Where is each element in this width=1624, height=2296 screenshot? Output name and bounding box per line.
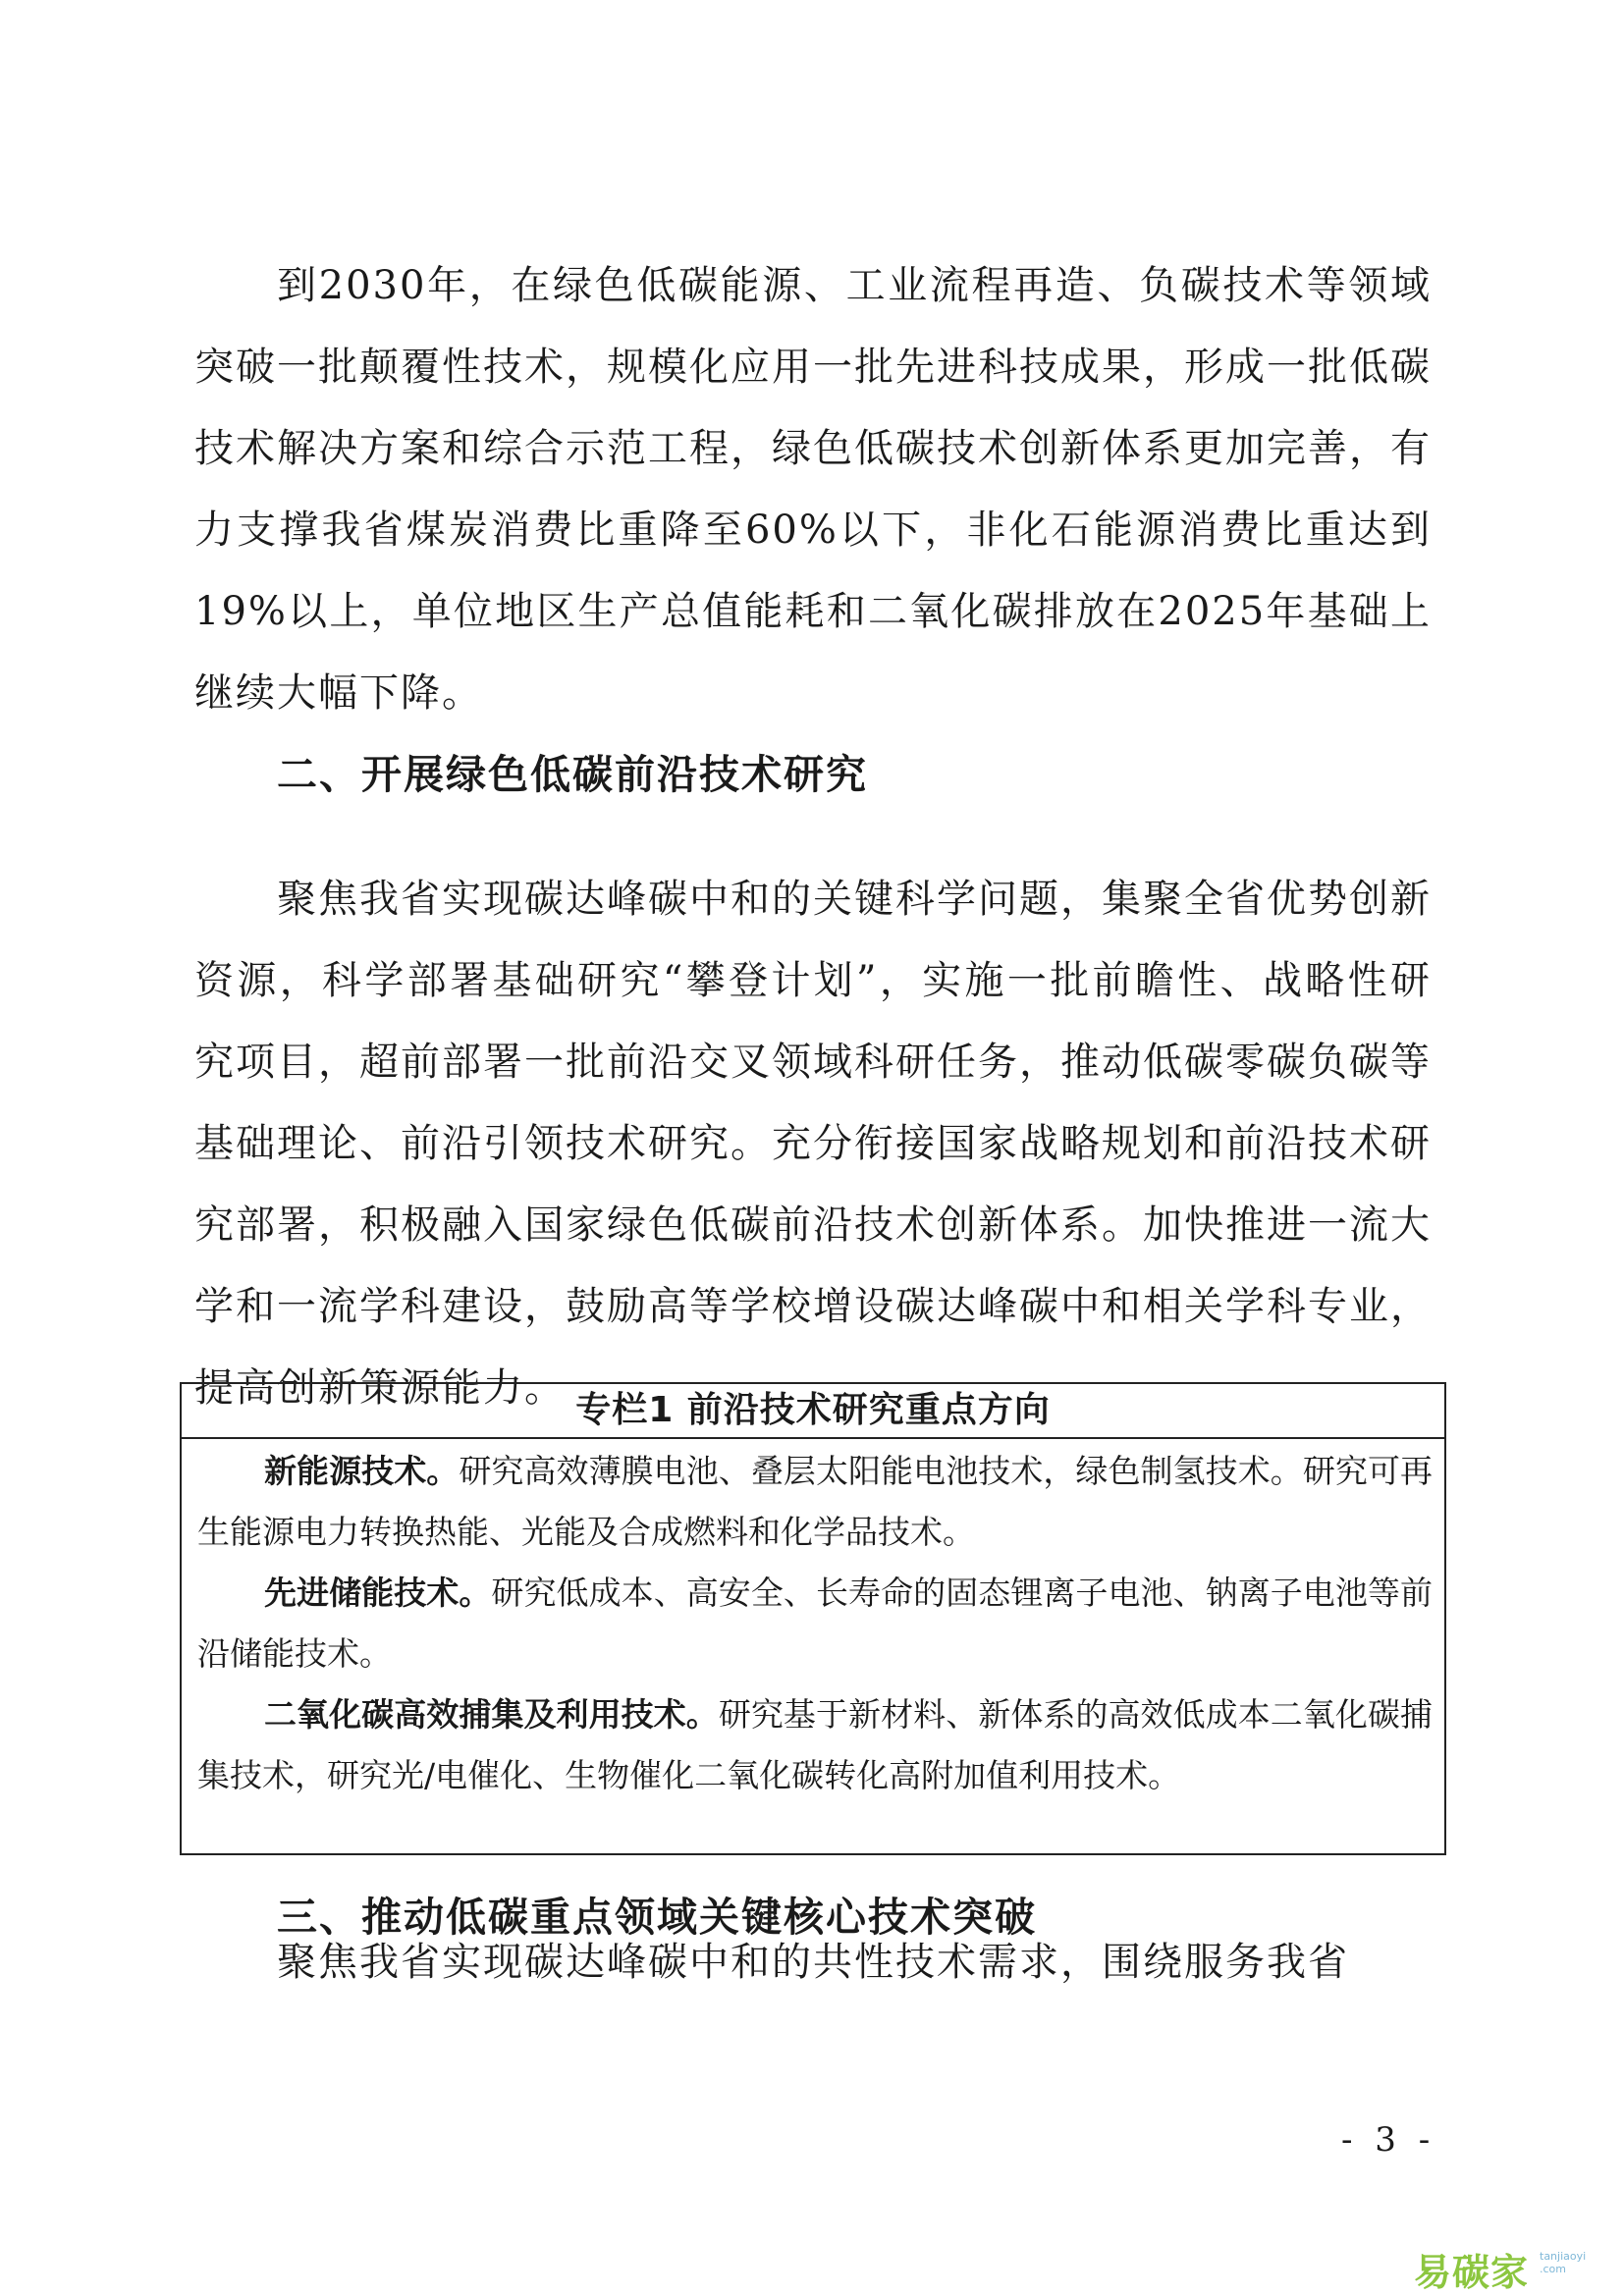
page-number: - 3 - [1341,2120,1436,2160]
watermark-brand: 易碳家 [1414,2251,1530,2294]
column-item-energy-storage [197,1563,1433,1684]
column-item-lead: 二氧化碳高效捕集及利用技术。 [264,1695,719,1734]
column-box [180,1382,1446,1855]
column-item-new-energy [197,1441,1433,1563]
watermark-url [1540,2250,1586,2275]
column-item-carbon-capture [197,1684,1433,1806]
column-item-lead: 新能源技术。 [264,1452,460,1490]
column-box-title: 专栏1 前沿技术研究重点方向 [182,1384,1444,1439]
column-item-text: 研究低成本、高安全、长寿命的固态锂离子电池、钠离子电池等前沿储能技术。 [197,1574,1434,1673]
watermark-logo [1414,2242,1610,2294]
watermark-url-line1: tanjiaoyi [1540,2250,1587,2263]
section-heading-key-tech: 三、推动低碳重点领域关键核心技术突破 [277,1894,1037,1941]
column-item-text: 研究高效薄膜电池、叠层太阳能电池技术，绿色制氢技术。研究可再生能源电力转换热能、光能及合成燃料和化学品技术。 [197,1452,1434,1551]
section-heading-frontier-research: 二、开展绿色低碳前沿技术研究 [277,751,868,798]
paragraph-2030-goals: 到2030年，在绿色低碳能源、工业流程再造、负碳技术等领域突破一批颠覆性技术，规模化应用一批先进科技成果，形成一批低碳技术解决方案和综合示范工程，绿色低碳技术创新体系更加完善，有力支撑我省煤炭消费比重降至60%以下，非化石能源消费比重达到19%以上，单位地区生产总值能耗和二氧化碳排放在2025年基础上继续大幅下降。 [194,263,1432,716]
paragraph-key-tech: 聚焦我省实现碳达峰碳中和的共性技术需求，围绕服务我省 [277,1940,1349,1985]
column-item-lead: 先进储能技术。 [264,1574,492,1612]
watermark-url-line2: .com [1540,2263,1566,2275]
paragraph-frontier-research: 聚焦我省实现碳达峰碳中和的关键科学问题，集聚全省优势创新资源，科学部署基础研究“攀登计划”，实施一批前瞻性、战略性研究项目，超前部署一批前沿交叉领域科研任务，推动低碳零碳负碳等基础理论、前沿引领技术研究。充分衔接国家战略规划和前沿技术研究部署，积极融入国家绿色低碳前沿技术创新体系。加快推进一流大学和一流学科建设，鼓励高等学校增设碳达峰碳中和相关学科专业，提高创新策源能力。 [194,877,1432,1411]
column-box-body [182,1439,1444,1806]
column-item-text: 研究基于新材料、新体系的高效低成本二氧化碳捕集技术，研究光/电催化、生物催化二氧化碳转化高附加值利用技术。 [197,1695,1434,1794]
